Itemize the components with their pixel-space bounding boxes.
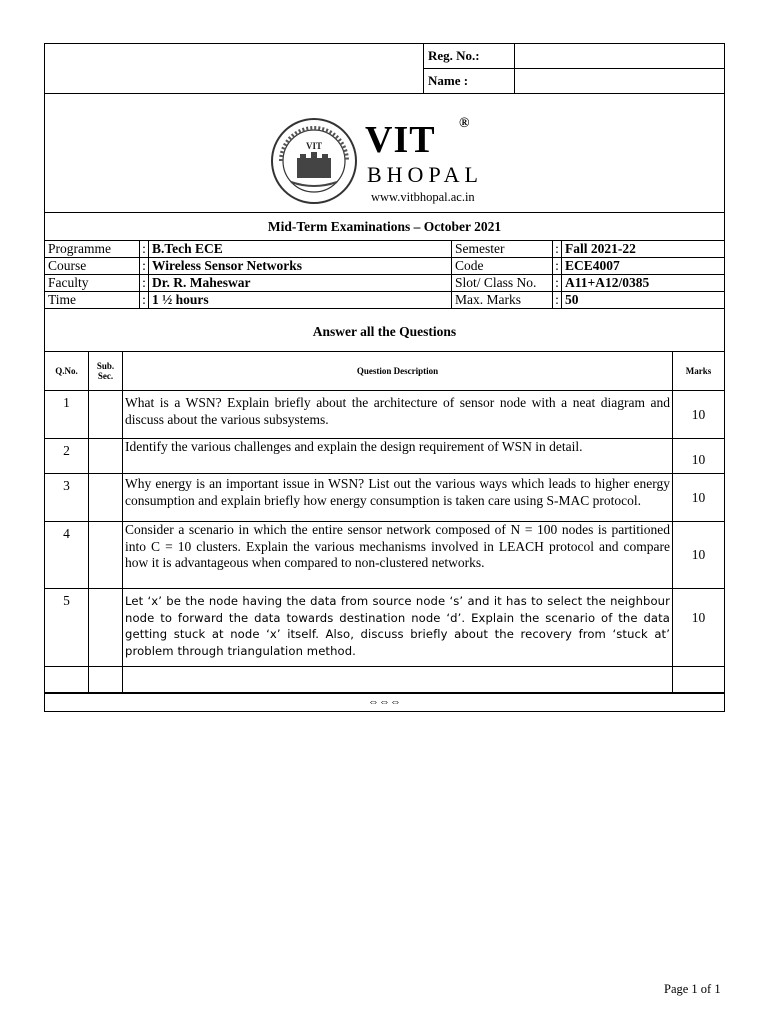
colon-separator: :	[553, 241, 562, 258]
question-marks: 10	[673, 474, 725, 522]
info-label: Programme	[45, 241, 140, 258]
colon-separator: :	[553, 275, 562, 292]
question-row-5	[45, 589, 724, 667]
name-field	[515, 69, 725, 94]
info-value: 1 ½ hours	[149, 292, 452, 309]
exam-title: Mid-Term Examinations – October 2021	[45, 213, 724, 241]
info-value: B.Tech ECE	[149, 241, 452, 258]
description-header: Question Description	[123, 352, 673, 391]
question-marks: 10	[673, 439, 725, 474]
info-value: Wireless Sensor Networks	[149, 258, 452, 275]
question-row-3	[45, 474, 724, 522]
instruction: Answer all the Questions	[45, 309, 724, 352]
questions-table	[45, 352, 724, 693]
info-label: Semester	[452, 241, 553, 258]
colon-separator: :	[140, 292, 149, 309]
sub-section	[89, 439, 123, 474]
question-text: Why energy is an important issue in WSN? List out the various ways which leads to higher energy consumption and explain briefly how energy consumption is taken care using S-MAC protocol.	[123, 474, 673, 522]
question-marks: 10	[673, 589, 725, 667]
info-row	[45, 275, 724, 292]
header-blank	[45, 44, 424, 94]
colon-separator: :	[553, 292, 562, 309]
name-label: Name :	[424, 69, 515, 94]
info-value: Fall 2021-22	[562, 241, 725, 258]
question-number: 2	[45, 439, 89, 474]
exam-paper	[44, 43, 725, 712]
marks-header: Marks	[673, 352, 725, 391]
table-header-row	[45, 352, 724, 391]
sub-section	[89, 522, 123, 589]
website-url: www.vitbhopal.ac.in	[371, 190, 475, 204]
question-number: 3	[45, 474, 89, 522]
info-value: Dr. R. Maheswar	[149, 275, 452, 292]
empty-row	[45, 667, 724, 693]
info-label: Time	[45, 292, 140, 309]
colon-separator: :	[553, 258, 562, 275]
sub-section	[89, 391, 123, 439]
qno-header: Q.No.	[45, 352, 89, 391]
question-text: Consider a scenario in which the entire sensor network composed of N = 100 nodes is partitioned into C = 10 clusters. Explain the various mechanisms involved in LEACH protocol and compare how it is advantageous when compared to non-clustered networks.	[123, 522, 673, 589]
question-marks: 10	[673, 391, 725, 439]
brand-name: VIT	[365, 119, 436, 161]
info-value: ECE4007	[562, 258, 725, 275]
registered-mark: ®	[459, 116, 470, 131]
end-of-paper-symbol: ⇔⇔⇔	[45, 693, 724, 711]
info-label: Faculty	[45, 275, 140, 292]
question-number: 5	[45, 589, 89, 667]
info-row	[45, 241, 724, 258]
question-number: 1	[45, 391, 89, 439]
info-row	[45, 292, 724, 309]
question-row-4	[45, 522, 724, 589]
colon-separator: :	[140, 275, 149, 292]
svg-text:VIT: VIT	[305, 141, 323, 151]
question-text: Let ‘x’ be the node having the data from source node ‘s’ and it has to select the neighbour node to forward the data towards destination node ‘d’. Explain the scenario of the data getting stuck at node ‘x’ itself. Also, discuss briefly about the recovery from ‘stuck at’ problem through triangulation method.	[123, 589, 673, 667]
reg-no-field	[515, 44, 725, 69]
sub-section	[89, 589, 123, 667]
info-label: Code	[452, 258, 553, 275]
info-label: Course	[45, 258, 140, 275]
question-marks: 10	[673, 522, 725, 589]
info-value: 50	[562, 292, 725, 309]
sub-section	[89, 474, 123, 522]
question-text: Identify the various challenges and explain the design requirement of WSN in detail.	[123, 439, 673, 474]
logo-banner	[45, 94, 724, 213]
question-row-1	[45, 391, 724, 439]
info-row	[45, 258, 724, 275]
course-info-table	[45, 241, 724, 309]
page-number: Page 1 of 1	[664, 982, 721, 996]
colon-separator: :	[140, 241, 149, 258]
question-number: 4	[45, 522, 89, 589]
campus-name: BHOPAL	[367, 162, 483, 187]
colon-separator: :	[140, 258, 149, 275]
vit-seal-logo	[269, 116, 359, 206]
info-label: Slot/ Class No.	[452, 275, 553, 292]
reg-no-label: Reg. No.:	[424, 44, 515, 69]
question-text: What is a WSN? Explain briefly about the architecture of sensor node with a neat diagram and discuss about the various subsystems.	[123, 391, 673, 439]
question-row-2	[45, 439, 724, 474]
reg-name-table	[45, 44, 724, 94]
info-label: Max. Marks	[452, 292, 553, 309]
info-value: A11+A12/0385	[562, 275, 725, 292]
sub-sec-header: Sub. Sec.	[89, 352, 123, 391]
